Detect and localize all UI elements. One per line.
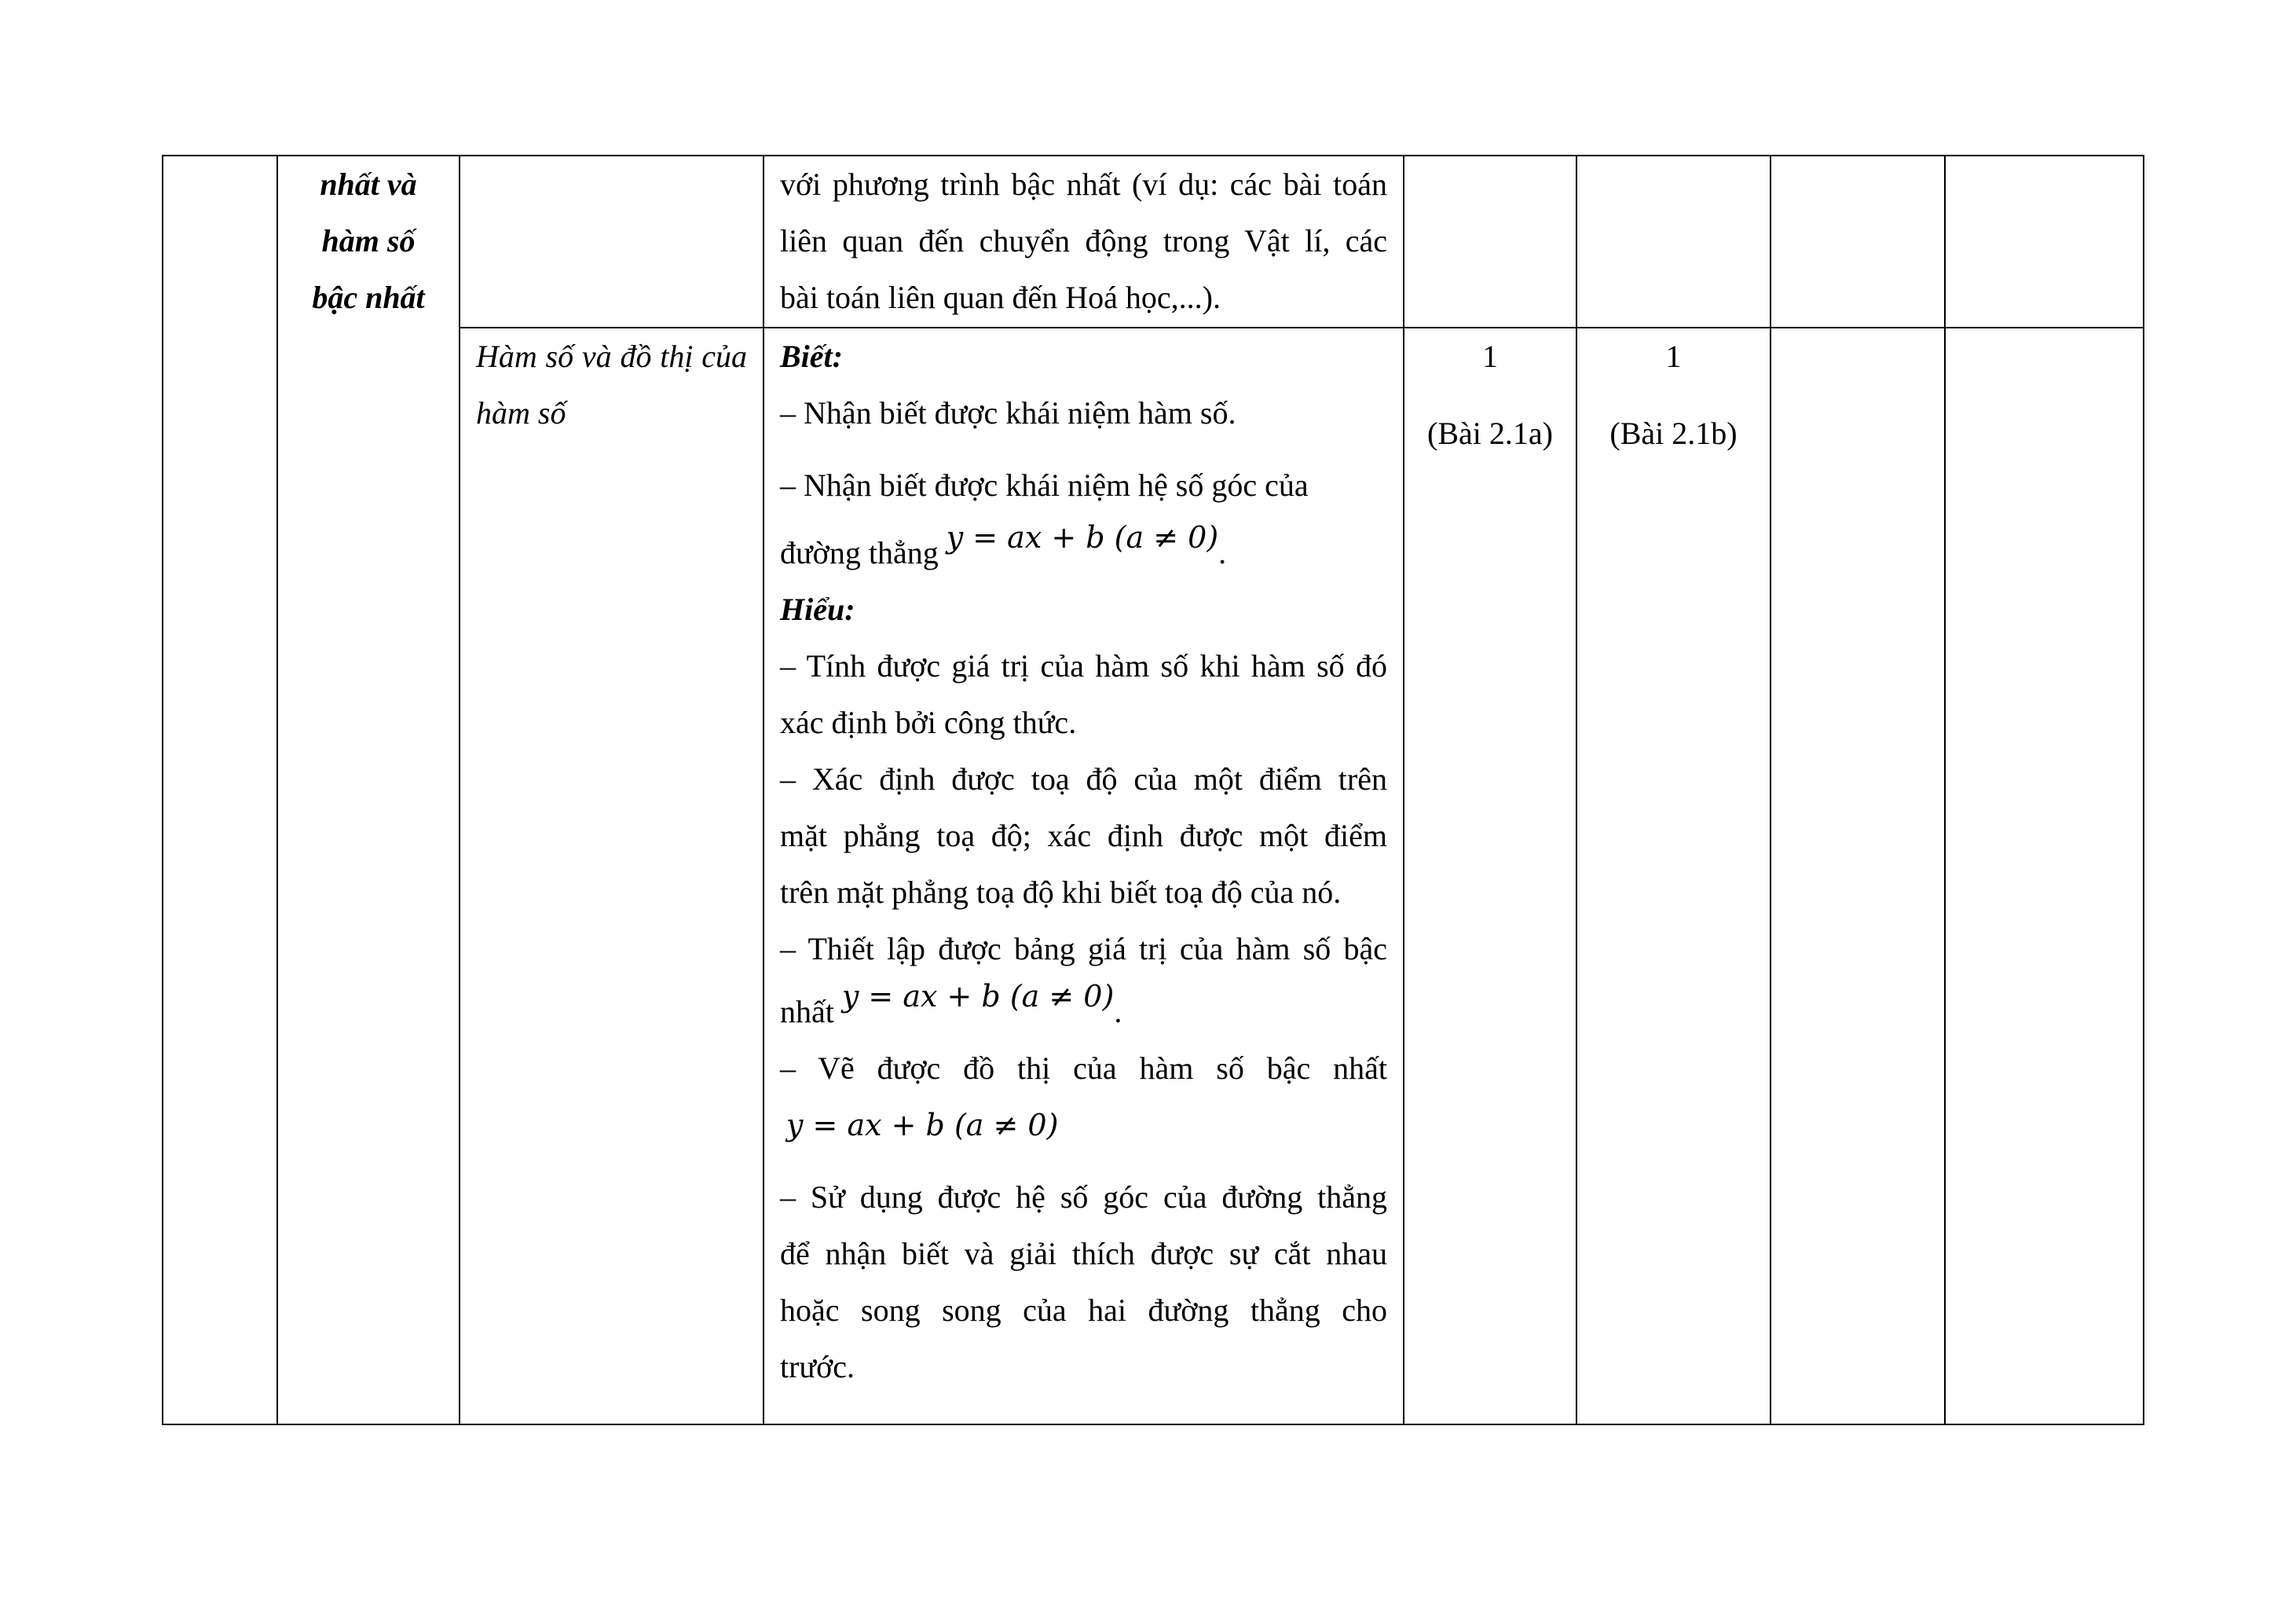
question-ref: (Bài 2.1a): [1427, 416, 1553, 451]
description-text: đường thẳng: [780, 535, 939, 570]
count-cell: [1945, 156, 2144, 328]
count-cell: [1945, 328, 2144, 1424]
description-line: – Tính được giá trị của hàm số khi hàm số đó: [780, 648, 1387, 684]
description-line: [780, 520, 1387, 581]
subtopic-text: Hàm số và đồ thị của hàm số: [476, 339, 747, 431]
topic-line: hàm số: [321, 223, 416, 258]
count-cell: [1576, 328, 1771, 1424]
description-line: liên quan đến chuyển động trong Vật lí, các: [780, 223, 1387, 258]
know-label: Biết:: [780, 339, 843, 374]
description-line: trên mặt phẳng toạ độ khi biết toạ độ của nó.: [780, 874, 1342, 910]
count-cell: [1404, 328, 1576, 1424]
topic-line: bậc nhất: [312, 280, 425, 315]
formula: y = ax + b (a ≠ 0): [946, 520, 1219, 555]
description-line: – Nhận biết được khái niệm hàm số.: [780, 395, 1236, 431]
count-value: 1: [1665, 339, 1682, 374]
description-line: – Vẽ được đồ thị của hàm số bậc nhất: [780, 1050, 1387, 1086]
count-cell: [1404, 156, 1576, 328]
period: .: [1114, 994, 1122, 1029]
count-cell: [1771, 328, 1945, 1424]
description-line: xác định bởi công thức.: [780, 705, 1077, 740]
description-line: mặt phẳng toạ độ; xác định được một điểm: [780, 818, 1387, 853]
formula: y = ax + b (a ≠ 0): [841, 979, 1115, 1014]
description-line: bài toán liên quan đến Hoá học,...).: [780, 280, 1221, 315]
topic-line: nhất và: [320, 167, 417, 202]
description-cell: [764, 328, 1404, 1424]
topic-cell: [277, 156, 460, 1424]
table-row: [163, 328, 2144, 1424]
table-row: [163, 156, 2144, 328]
description-cell: [764, 156, 1404, 328]
count-cell: [1771, 156, 1945, 328]
description-line: – Nhận biết được khái niệm hệ số góc của: [780, 467, 1309, 503]
understand-label: Hiểu:: [780, 592, 855, 627]
description-line: trước.: [780, 1349, 855, 1384]
description-line: để nhận biết và giải thích được sự cắt nhau: [780, 1236, 1387, 1271]
matrix-table: [162, 155, 2144, 1425]
question-ref: (Bài 2.1b): [1609, 416, 1738, 451]
formula: y = ax + b (a ≠ 0): [786, 1108, 1059, 1142]
description-text: nhất: [780, 994, 834, 1029]
subtopic-cell: [460, 328, 764, 1424]
count-cell: [1576, 156, 1771, 328]
description-line: – Xác định được toạ độ của một điểm trên: [780, 761, 1387, 797]
description-line: – Thiết lập được bảng giá trị của hàm số bậc: [780, 931, 1387, 966]
period: .: [1218, 535, 1227, 570]
description-line: – Sử dụng được hệ số góc của đường thẳng: [780, 1179, 1387, 1215]
description-line: hoặc song song của hai đường thẳng cho: [780, 1292, 1387, 1328]
index-cell: [163, 156, 277, 1424]
count-value: 1: [1482, 339, 1498, 374]
description-line: [780, 979, 1387, 1040]
subtopic-cell: [460, 156, 764, 328]
description-line: [780, 1097, 1387, 1153]
description-line: với phương trình bậc nhất (ví dụ: các bài toán: [780, 167, 1387, 202]
